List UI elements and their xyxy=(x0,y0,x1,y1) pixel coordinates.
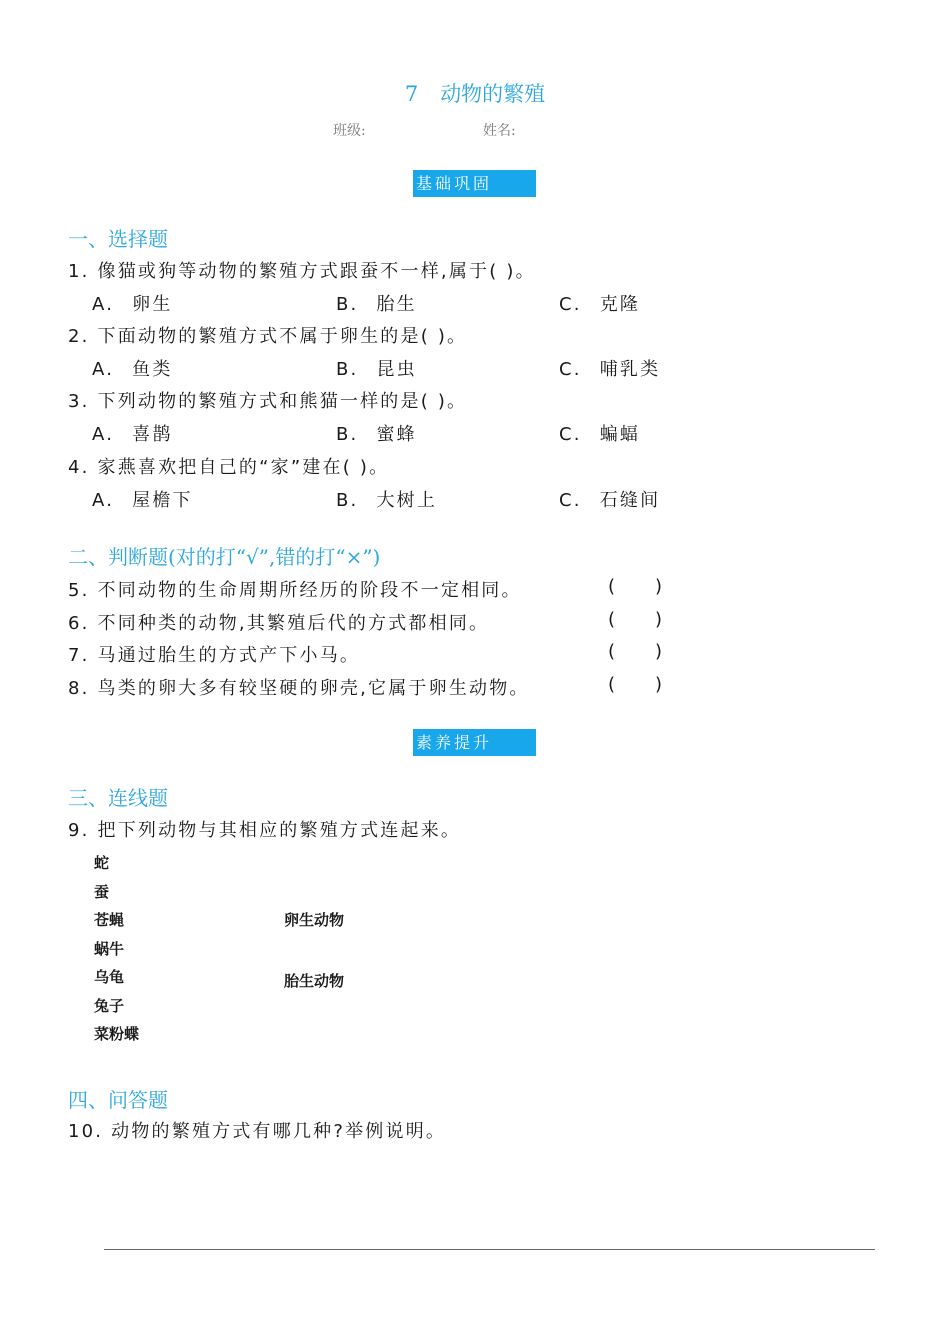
option-1a: A. 卵生 xyxy=(92,294,173,315)
option-1c: C. 克隆 xyxy=(559,294,641,315)
option-4b: B. 大树上 xyxy=(336,490,438,511)
option-2c: C. 哺乳类 xyxy=(559,359,661,380)
section-title-choice: 一、选择题 xyxy=(68,227,168,251)
question-4: 4. 家燕喜欢把自己的“家”建在( )。 xyxy=(68,457,390,478)
reproduction-mode-oviparous: 卵生动物 xyxy=(284,911,345,929)
answer-paren-8: () xyxy=(608,674,703,695)
lesson-title: 动物的繁殖 xyxy=(440,82,546,106)
question-5: 5. 不同动物的生命周期所经历的阶段不一定相同。 xyxy=(68,580,522,601)
option-4c: C. 石缝间 xyxy=(559,490,661,511)
option-3c: C. 蝙蝠 xyxy=(559,424,641,445)
answer-paren-6: () xyxy=(608,609,703,630)
class-label: 班级: xyxy=(333,123,366,139)
animal-item: 蛇 xyxy=(94,854,110,872)
animal-item: 蚕 xyxy=(94,883,110,901)
animal-item: 兔子 xyxy=(94,997,125,1015)
animal-item: 蜗牛 xyxy=(94,940,125,958)
option-4a: A. 屋檐下 xyxy=(92,490,193,511)
question-10: 10. 动物的繁殖方式有哪几种?举例说明。 xyxy=(68,1121,447,1142)
name-label: 姓名: xyxy=(483,123,516,139)
option-2a: A. 鱼类 xyxy=(92,359,173,380)
option-3b: B. 蜜蜂 xyxy=(336,424,417,445)
option-3a: A. 喜鹊 xyxy=(92,424,173,445)
animal-item: 乌龟 xyxy=(94,968,125,986)
animal-item: 菜粉蝶 xyxy=(94,1025,140,1043)
question-2: 2. 下面动物的繁殖方式不属于卵生的是( )。 xyxy=(68,326,468,347)
banner-advance: 素养提升 xyxy=(413,729,536,756)
section-title-qa: 四、问答题 xyxy=(68,1088,168,1112)
question-8: 8. 鸟类的卵大多有较坚硬的卵壳,它属于卵生动物。 xyxy=(68,678,530,699)
question-6: 6. 不同种类的动物,其繁殖后代的方式都相同。 xyxy=(68,613,490,634)
footer-divider xyxy=(104,1249,875,1250)
reproduction-mode-viviparous: 胎生动物 xyxy=(284,972,345,990)
option-2b: B. 昆虫 xyxy=(336,359,417,380)
answer-paren-5: () xyxy=(608,576,703,597)
animal-item: 苍蝇 xyxy=(94,911,125,929)
section-title-match: 三、连线题 xyxy=(68,786,168,810)
lesson-number: 7 xyxy=(404,82,419,106)
question-1: 1. 像猫或狗等动物的繁殖方式跟蚕不一样,属于( )。 xyxy=(68,261,536,282)
page-title xyxy=(0,78,950,108)
section-title-judge: 二、判断题(对的打“√”,错的打“×”) xyxy=(68,545,381,569)
answer-paren-7: () xyxy=(608,641,703,662)
option-1b: B. 胎生 xyxy=(336,294,417,315)
question-9: 9. 把下列动物与其相应的繁殖方式连起来。 xyxy=(68,820,462,841)
question-7: 7. 马通过胎生的方式产下小马。 xyxy=(68,645,361,666)
banner-basic: 基础巩固 xyxy=(413,170,536,197)
question-3: 3. 下列动物的繁殖方式和熊猫一样的是( )。 xyxy=(68,391,468,412)
